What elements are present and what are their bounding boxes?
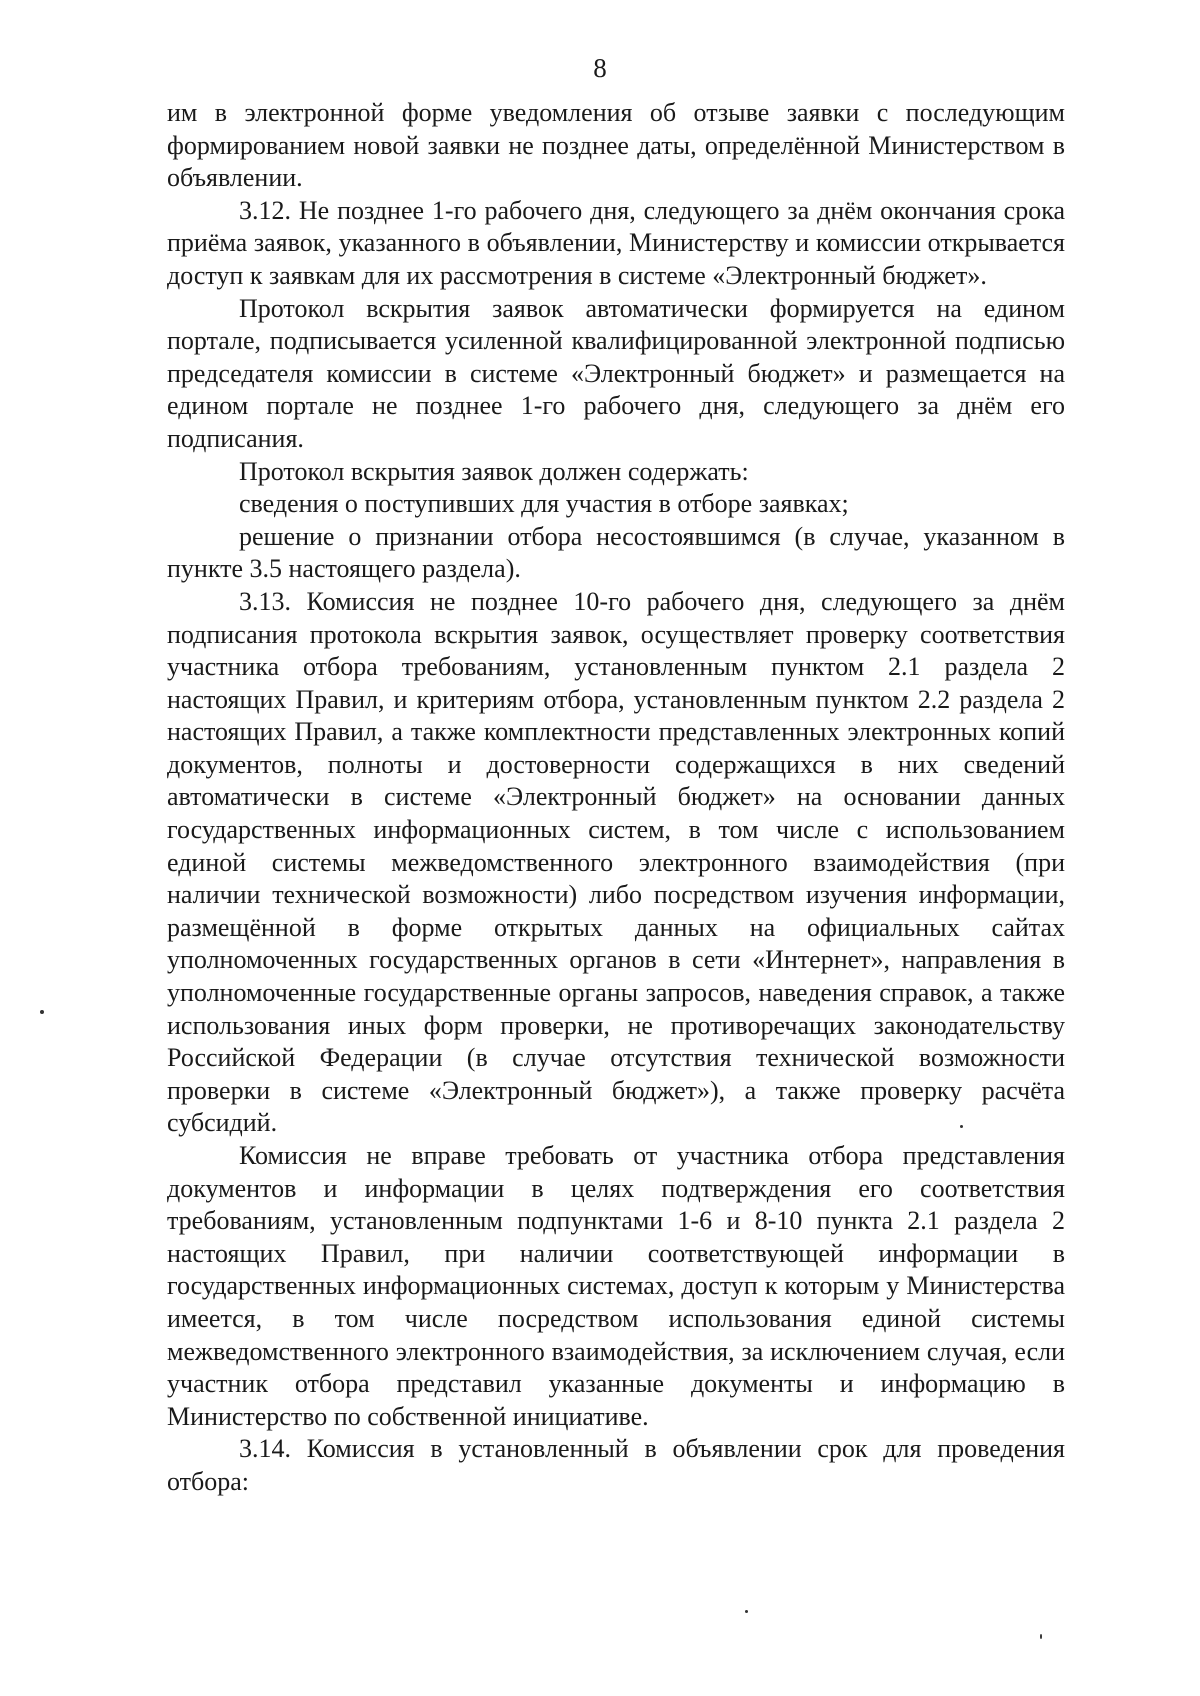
scan-speck bbox=[1040, 1634, 1042, 1639]
page-number: 8 bbox=[593, 53, 607, 83]
paragraph-3-14: 3.14. Комиссия в установленный в объявлении срок для проведения отбора: bbox=[167, 1434, 1065, 1496]
list-item-failed-selection: решение о признании отбора несостоявшимся (в случае, указанном в пункте 3.5 настоящего раздела). bbox=[167, 521, 1065, 584]
paragraph-continuation: им в электронной форме уведомления об отзыве заявки с последующим формированием новой заявки не позднее даты, определённой Министерством в объявлении. bbox=[167, 98, 1065, 193]
scan-speck bbox=[40, 1010, 44, 1014]
paragraph-commission-restriction: Комиссия не вправе требовать от участника отбора представления документов и информации в целях подтверждения его соответствия требованиям, установленным подпунктами 1-6 и 8-10 пункта 2.1 раздела 2 настоящих Правил, при наличии соответствующей информации в государственных информационных системах, доступ к которым у Министерства имеется, в том числе посредством использования единой системы межведомственного электронного взаимодействия, за исключением случая, если участник отбора представил указанные документы и информацию в Министерство по собственной инициативе. bbox=[167, 1141, 1065, 1431]
list-item-applications-info: сведения о поступивших для участия в отборе заявках; bbox=[239, 489, 849, 519]
scan-speck bbox=[960, 1125, 963, 1128]
document-body bbox=[167, 97, 1065, 1499]
scan-speck bbox=[745, 1610, 748, 1613]
paragraph-3-13: 3.13. Комиссия не позднее 10-го рабочего дня, следующего за днём подписания протокола вскрытия заявок, осуществляет проверку соответствия участника отбора требованиям, установленным пунктом 2.1 раздела 2 настоящих Правил, и критериям отбора, установленным пунктом 2.2 раздела 2 настоящих Правил, а также комплектности представленных электронных копий документов, полноты и достоверности содержащихся в них сведений автоматически в системе «Электронный бюджет» на основании данных государственных информационных систем, в том числе с использованием единой системы межведомственного электронного взаимодействия (при наличии технической возможности) либо посредством изучения информации, размещённой в форме открытых данных на официальных сайтах уполномоченных государственных органов в сети «Интернет», направления в уполномоченные государственные органы запросов, наведения справок, а также использования иных форм проверки, не противоречащих законодательству Российской Федерации (в случае отсутствия технической возможности проверки в системе «Электронный бюджет»), а также проверку расчёта субсидий. bbox=[167, 586, 1065, 1138]
paragraph-3-12: 3.12. Не позднее 1-го рабочего дня, следующего за днём окончания срока приёма заявок, указанного в объявлении, Министерству и комиссии открывается доступ к заявкам для их рассмотрения в системе «Электронный бюджет». bbox=[167, 195, 1065, 290]
paragraph-protocol-formation: Протокол вскрытия заявок автоматически формируется на едином портале, подписывается усиленной квалифицированной электронной подписью председателя комиссии в системе «Электронный бюджет» и размещается на едином портале не позднее 1-го рабочего дня, следующего за днём его подписания. bbox=[167, 293, 1065, 453]
paragraph-protocol-contents: Протокол вскрытия заявок должен содержать: bbox=[239, 456, 749, 486]
